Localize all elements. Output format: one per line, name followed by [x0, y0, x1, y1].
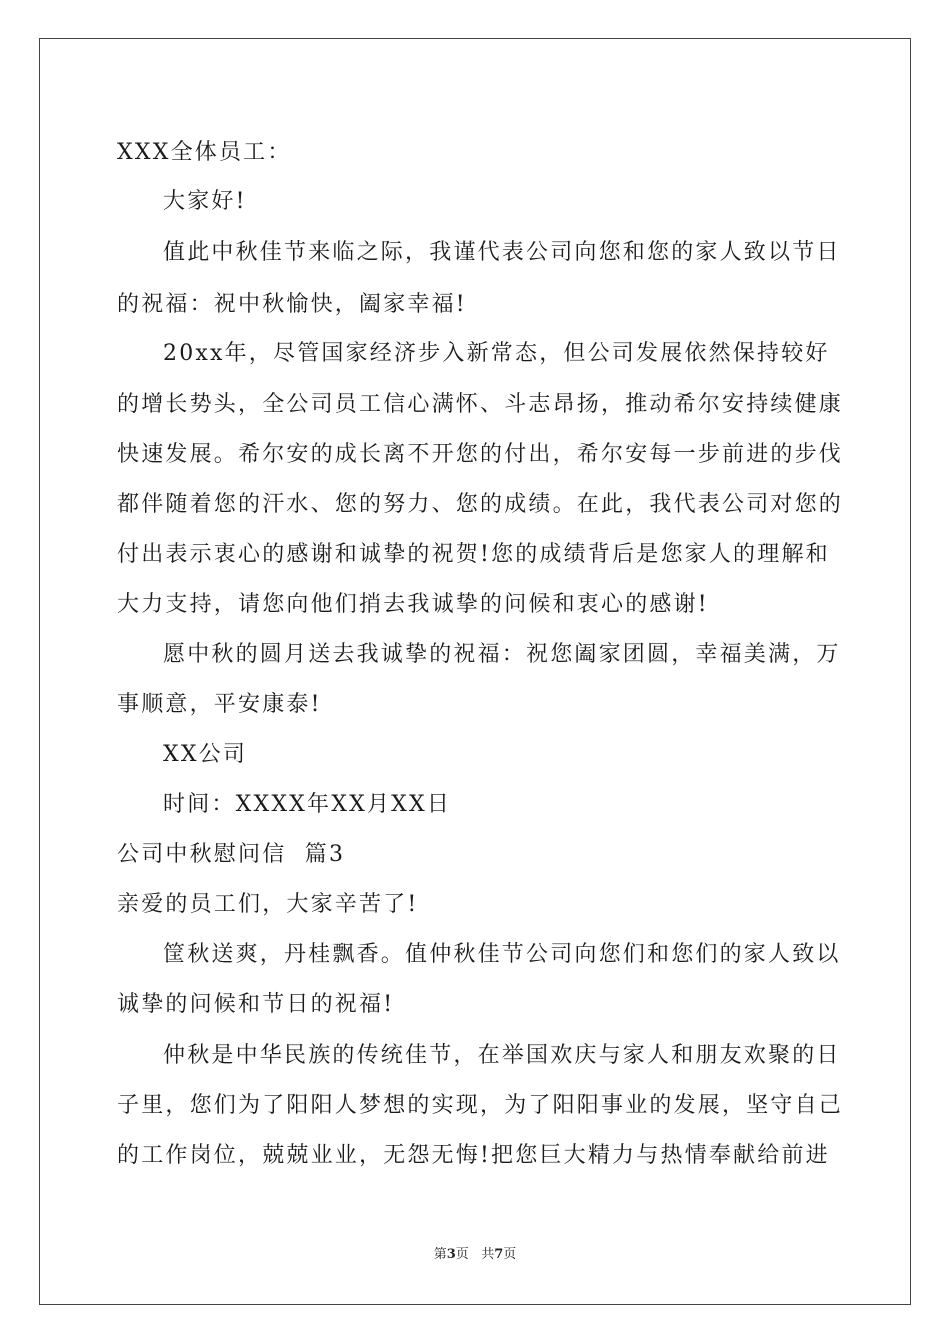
- paragraph-line: 的增长势头，全公司员工信心满怀、斗志昂扬，推动希尔安持续健康: [117, 392, 844, 417]
- paragraph-line: 愿中秋的圆月送去我诚挚的祝福：祝您阖家团圆，幸福美满，万: [163, 642, 841, 667]
- paragraph-line: 大力支持，请您向他们捎去我诚挚的问候和衷心的感谢!: [117, 592, 709, 617]
- salutation: XXX全体员工：: [117, 140, 292, 165]
- date-line: 时间：XXXX年XX月XX日: [163, 792, 452, 817]
- paragraph-line: 的祝福：祝中秋愉快，阖家幸福!: [117, 292, 467, 317]
- paragraph-line: 快速发展。希尔安的成长离不开您的付出，希尔安每一步前进的步伐: [117, 442, 844, 467]
- footer-page-suffix: 页: [455, 1247, 469, 1262]
- salutation: 亲爱的员工们，大家辛苦了!: [117, 892, 419, 917]
- paragraph-line: 事顺意，平安康泰!: [117, 692, 322, 717]
- paragraph-line: 筐秋送爽，丹桂飘香。值仲秋佳节公司向您们和您们的家人致以: [163, 942, 841, 967]
- page-footer: [0, 1246, 950, 1264]
- current-page-number: 3: [446, 1247, 456, 1262]
- footer-total-prefix: 共: [481, 1247, 495, 1262]
- paragraph-line: 诚挚的问候和节日的祝福!: [117, 992, 395, 1017]
- paragraph-line: 值此中秋佳节来临之际，我谨代表公司向您和您的家人致以节日: [163, 240, 841, 265]
- paragraph-line: 仲秋是中华民族的传统佳节，在举国欢庆与家人和朋友欢聚的日: [163, 1043, 841, 1068]
- paragraph-line: 都伴随着您的汗水、您的努力、您的成绩。在此，我代表公司对您的: [117, 492, 844, 517]
- footer-prefix: 第: [433, 1247, 447, 1262]
- paragraph-line: 20xx年，尽管国家经济步入新常态，但公司发展依然保持较好: [163, 341, 830, 366]
- signature: XX公司: [163, 742, 248, 767]
- paragraph-line: 子里，您们为了阳阳人梦想的实现，为了阳阳事业的发展，坚守自己: [117, 1093, 844, 1118]
- total-page-number: 7: [494, 1247, 504, 1262]
- paragraph-line: 付出表示衷心的感谢和诚挚的祝贺!您的成绩背后是您家人的理解和: [117, 542, 830, 567]
- greeting: 大家好!: [163, 189, 247, 214]
- section-heading: 公司中秋慰问信 篇3: [117, 842, 346, 867]
- paragraph-line: 的工作岗位，兢兢业业，无怨无悔!把您巨大精力与热情奉献给前进: [117, 1143, 830, 1168]
- footer-total-suffix: 页: [503, 1247, 517, 1262]
